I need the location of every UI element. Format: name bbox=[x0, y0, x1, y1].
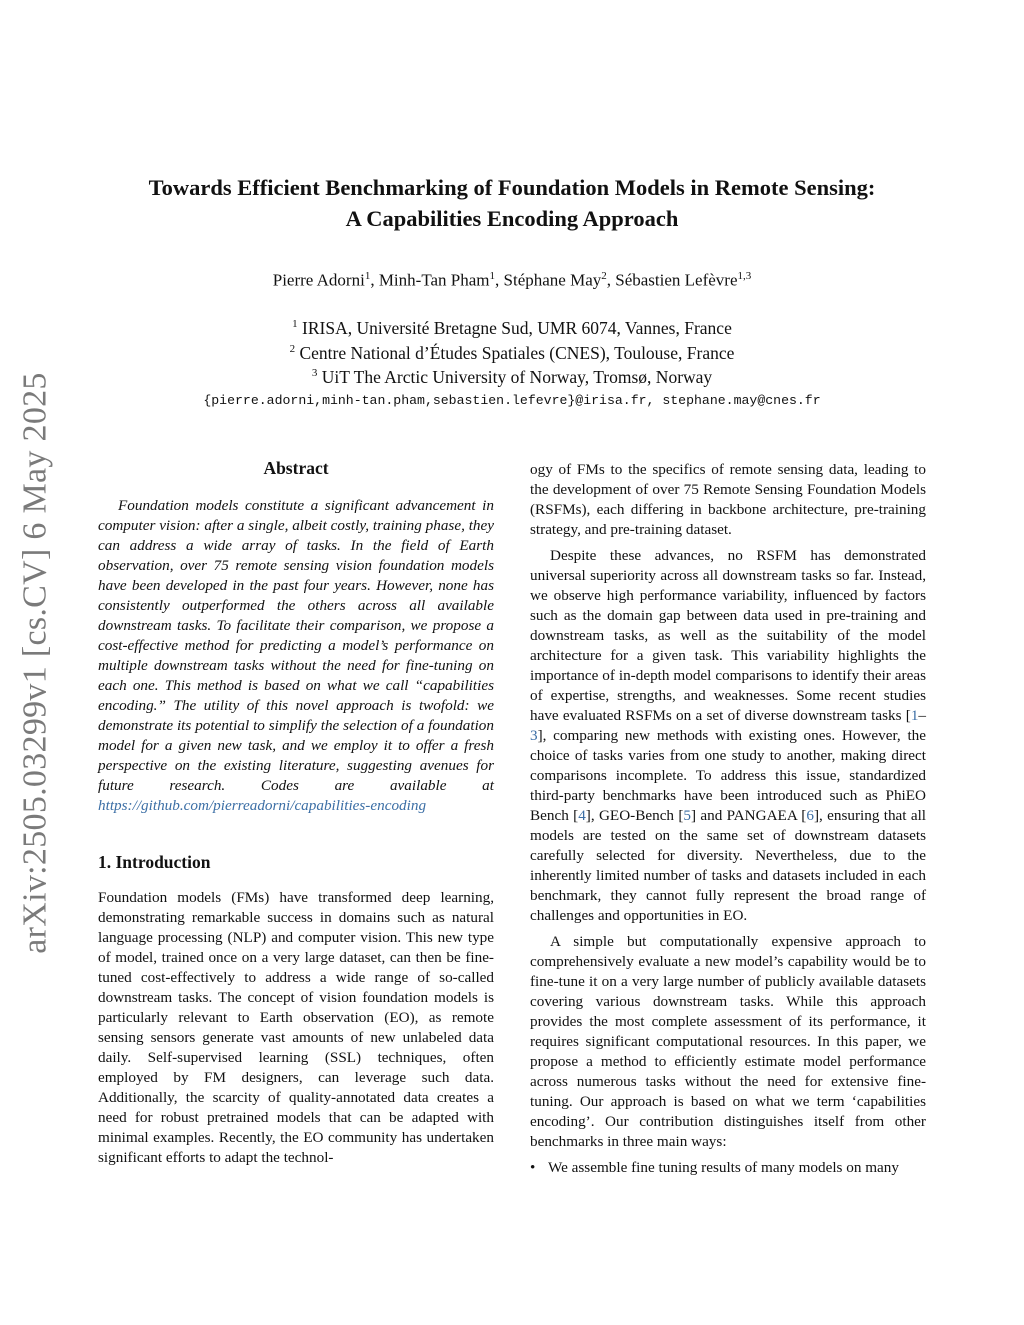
arxiv-identifier: arXiv:2505.03299v1 [cs.CV] 6 May 2025 bbox=[17, 371, 55, 954]
bullet-marker: • bbox=[530, 1159, 536, 1176]
code-repository-link[interactable]: https://github.com/pierreadorni/capabilities-encoding bbox=[98, 797, 427, 814]
intro-paragraph-2 bbox=[530, 546, 926, 926]
contribution-bullet-1 bbox=[530, 1158, 926, 1178]
citation-link-5[interactable]: 5 bbox=[683, 807, 691, 824]
abstract-text: Foundation models constitute a significant advancement in computer vision: after a single, albeit costly, training phase, they can address a wide array of tasks. In the field of Earth observation, over 75 remote sensing vision foundation models have been developed in the past four years. However, none has consistently outperformed the others across all available downstream tasks. To facilitate their comparison, we propose a cost-effective method for predicting a model’s performance on multiple downstream tasks without the need for fine-tuning on each one. This method is based on what we call “capabilities encoding.” The utility of this novel approach is twofold: we demonstrate its potential to simplify the selection of a foundation model for a given new task, and we employ it to offer a fresh perspective on the existing literature, suggesting avenues for future research. Codes are available at bbox=[98, 497, 494, 794]
affil-text: IRISA, Université Bretagne Sud, UMR 6074, Vannes, France bbox=[302, 318, 732, 338]
affiliation-1 bbox=[60, 318, 964, 339]
affil-text: UiT The Arctic University of Norway, Tromsø, Norway bbox=[321, 367, 713, 387]
bullet-text: We assemble fine tuning results of many models on many bbox=[548, 1159, 899, 1176]
arxiv-sidebar bbox=[8, 371, 64, 954]
author-affil-mark: 1,3 bbox=[737, 270, 752, 282]
paragraph-text: ], ensuring that all models are tested on the same set of downstream datasets carefully selected for diversity. Nevertheless, due to the inherently limited number of tasks and datasets included in each benchmark, they cannot fully represent the broad range of challenges and opportunities in EO. bbox=[530, 807, 927, 924]
author-affil-mark: 1 bbox=[364, 270, 371, 282]
author-name: Stéphane May bbox=[503, 270, 602, 290]
left-column bbox=[98, 458, 494, 1168]
paragraph-text: ], comparing new methods with existing ones. However, the choice of tasks varies from one study to another, making direct comparisons incomplete. To address this issue, standardized third-party benchmarks have been introduced such as PhiEO Bench [ bbox=[530, 727, 926, 824]
abstract-heading: Abstract bbox=[263, 458, 329, 478]
citation-range-dash: – bbox=[918, 707, 926, 724]
author-list: Pierre Adorni$^1$, Minh-Tan Pham$^1$, Stéphane May$^2$, Sébastien Lefèvre$^{1,3}$ bbox=[272, 270, 752, 290]
right-column bbox=[530, 460, 926, 1178]
citation-link-6[interactable]: 6 bbox=[806, 807, 814, 824]
title-line-2: A Capabilities Encoding Approach bbox=[345, 206, 679, 231]
author-emails: {pierre.adorni,minh-tan.pham,sebastien.lefevre}@irisa.fr, stephane.may@cnes.fr bbox=[203, 393, 821, 408]
citation-link-4[interactable]: 4 bbox=[578, 807, 586, 824]
intro-paragraph-3: A simple but computationally expensive approach to comprehensively evaluate a new model’s capability would be to fine-tune it on a very large number of publicly available datasets covering various downstream tasks. While this approach provides the most complete assessment of its performance, it requires significant computational resources. In this paper, we propose a method to efficiently estimate model performance across numerous tasks without the need for extensive fine-tuning. Our approach is based on what we term ‘capabilities encoding’. Our contribution distinguishes itself from other benchmarks in three main ways: bbox=[530, 933, 926, 1150]
abstract-body bbox=[98, 496, 494, 816]
author-affil-mark: 1 bbox=[489, 270, 496, 282]
paragraph-text: ] and PANGAEA [ bbox=[691, 807, 807, 824]
paper-title bbox=[60, 172, 964, 234]
affil-number: 3 bbox=[311, 367, 318, 380]
affil-text: Centre National d’Études Spatiales (CNES), Toulouse, France bbox=[299, 343, 735, 363]
intro-paragraph-1: Foundation models (FMs) have transformed deep learning, demonstrating remarkable success in domains such as natural language processing (NLP) and computer vision. This new type of model, trained once on a very large dataset, can then be fine-tuned cost-effectively to address a wide range of so-called downstream tasks. The concept of vision foundation models is particularly relevant to Earth observation (EO), as remote sensing sensors generate vast amounts of new unlabeled data daily. Self-supervised learning (SSL) techniques, often employed by FM designers, can leverage such data. Additionally, the scarcity of quality-annotated data creates a need for robust pretrained models that can be adapted with minimal examples. Recently, the EO community has undertaken significant efforts to adapt the technol- bbox=[98, 889, 494, 1166]
affiliation-3 bbox=[60, 367, 964, 388]
citation-link-3[interactable]: 3 bbox=[530, 727, 538, 744]
affil-number: 1 bbox=[292, 318, 298, 331]
author-name: Sébastien Lefèvre bbox=[615, 270, 738, 290]
paragraph-text: ], GEO-Bench [ bbox=[585, 807, 684, 824]
author-name: Minh-Tan Pham bbox=[378, 270, 490, 290]
intro-paragraph-continued: ogy of FMs to the specifics of remote sensing data, leading to the development of over 75 Remote Sensing Foundation Models (RSFMs), each differing in backbone architecture, pre-training strategy, and pre-training dataset. bbox=[530, 461, 926, 538]
author-affil-mark: 2 bbox=[601, 270, 607, 282]
title-line-1: Towards Efficient Benchmarking of Foundation Models in Remote Sensing: bbox=[148, 175, 876, 200]
author-name: Pierre Adorni bbox=[272, 270, 365, 290]
introduction-heading: 1. Introduction bbox=[98, 852, 211, 872]
paragraph-text: Despite these advances, no RSFM has demonstrated universal superiority across all downstream tasks so far. Instead, we observe high performance variability, influenced by factors such as the domain gap between data used in pre-training and downstream tasks, as well as the suitability of the model architecture for a given task. This variability highlights the importance of in-depth model comparisons to identify their areas of expertise, strengths, and weaknesses. Some recent studies have evaluated RSFMs on a set of diverse downstream tasks [ bbox=[530, 547, 926, 724]
affiliation-2 bbox=[60, 343, 964, 364]
affil-number: 2 bbox=[289, 343, 296, 356]
citation-link-1[interactable]: 1 bbox=[910, 707, 919, 724]
